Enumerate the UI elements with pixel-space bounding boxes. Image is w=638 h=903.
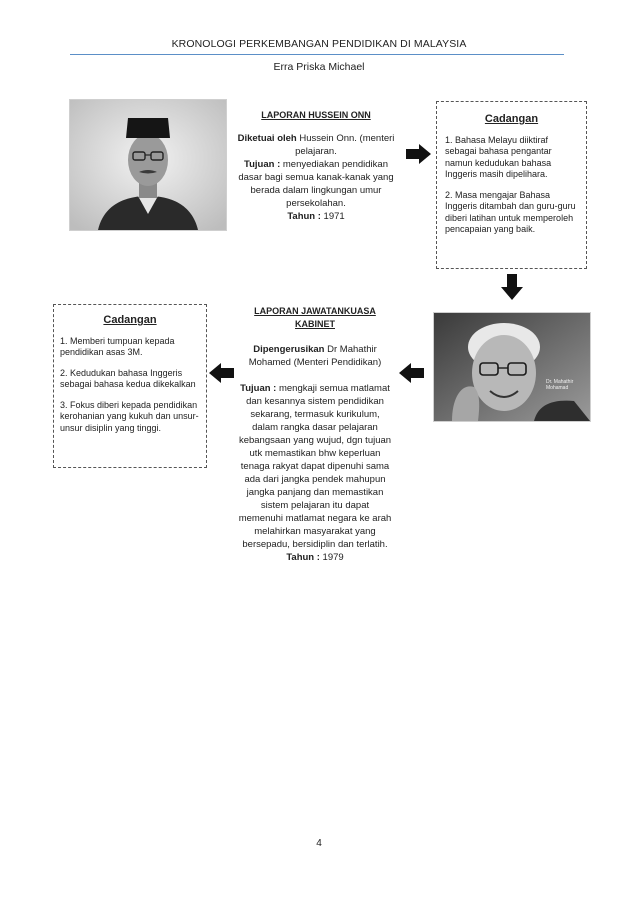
- aim-value: menyediakan pendidikan dasar bagi semua kanak-kanak yang berada dalam lingkungan umur persekolahan.: [238, 159, 394, 209]
- cadangan-item: 3. Fokus diberi kepada pendidikan kerohanian yang kukuh dan unsur-unsur disiplin yang tinggi.: [60, 399, 199, 433]
- chair-value: Dr Mahathir Mohamed (Menteri Pendidikan): [248, 344, 382, 368]
- cadangan-box-1: [436, 101, 587, 269]
- aim-value: mengkaji semua matlamat dan kesannya sistem pendidikan sekarang, termasuk kurikulum, dalam rangka dasar pelajaran kebangsaan yang wujud, dgn tujuan utk memastikan bhw keperluan tenaga rakyat dapat dipenuhi sama ada dari jangka pendek mahupun jangka panjang dan memastikan sistem pelajaran itu dapat memenuhi matlamat negara ke arah melahirkan masyarakat yang bersepadu, bersidiplin dan terlatih.: [238, 383, 392, 550]
- cadangan-item: 2. Kedudukan bahasa Inggeris sebagai bahasa kedua dikekalkan: [60, 367, 196, 389]
- cadangan-item: 2. Masa mengajar Bahasa Inggeris ditambah dan guru-guru diberi latihan untuk memperoleh pencapaian yang baik.: [445, 189, 576, 234]
- arrow-down-icon: [500, 273, 524, 301]
- header-divider: [70, 54, 564, 55]
- report-hussein-onn: [236, 109, 396, 223]
- report-aim: [236, 158, 396, 210]
- cadangan-item: 1. Memberi tumpuan kepada pendidikan asas 3M.: [60, 335, 175, 357]
- document-title: KRONOLOGI PERKEMBANGAN PENDIDIKAN DI MALAYSIA: [171, 38, 467, 50]
- photo-caption: Dr. Mahathir Mohamad: [546, 379, 574, 391]
- arrow-left-icon: [208, 362, 236, 384]
- arrow-left-icon: [398, 362, 426, 384]
- chair-label: Dipengerusikan: [253, 344, 325, 355]
- chair-value: Hussein Onn. (menteri pelajaran.: [295, 133, 395, 157]
- report-year: [238, 551, 392, 564]
- report-chair: [236, 132, 396, 158]
- author-name: Erra Priska Michael: [273, 61, 365, 73]
- cadangan-item: 1. Bahasa Melayu diiktiraf sebagai bahasa pengantar namun kedudukan bahasa Inggeris masih dipelihara.: [445, 134, 552, 179]
- cadangan-box-2: [53, 304, 207, 468]
- chair-label: Diketuai oleh: [237, 133, 297, 144]
- year-label: Tahun :: [287, 211, 321, 222]
- year-value: 1979: [319, 552, 344, 563]
- report-chair: [238, 343, 392, 369]
- hussein-onn-photo: [69, 99, 227, 231]
- aim-label: Tujuan :: [244, 159, 281, 170]
- report-jawatankuasa-kabinet: [238, 305, 392, 564]
- report-heading: LAPORAN HUSSEIN ONN: [261, 110, 371, 120]
- cadangan-title: Cadangan: [484, 113, 539, 125]
- mahathir-photo: [433, 312, 591, 422]
- year-label: Tahun :: [286, 552, 320, 563]
- report-aim: [238, 382, 392, 551]
- cadangan-title: Cadangan: [103, 314, 157, 326]
- report-heading: LAPORAN JAWATANKUASA KABINET: [254, 306, 376, 329]
- year-value: 1971: [320, 211, 345, 222]
- aim-label: Tujuan :: [240, 383, 277, 394]
- page-number: 4: [316, 838, 322, 849]
- arrow-right-icon: [404, 143, 432, 165]
- report-year: [236, 210, 396, 223]
